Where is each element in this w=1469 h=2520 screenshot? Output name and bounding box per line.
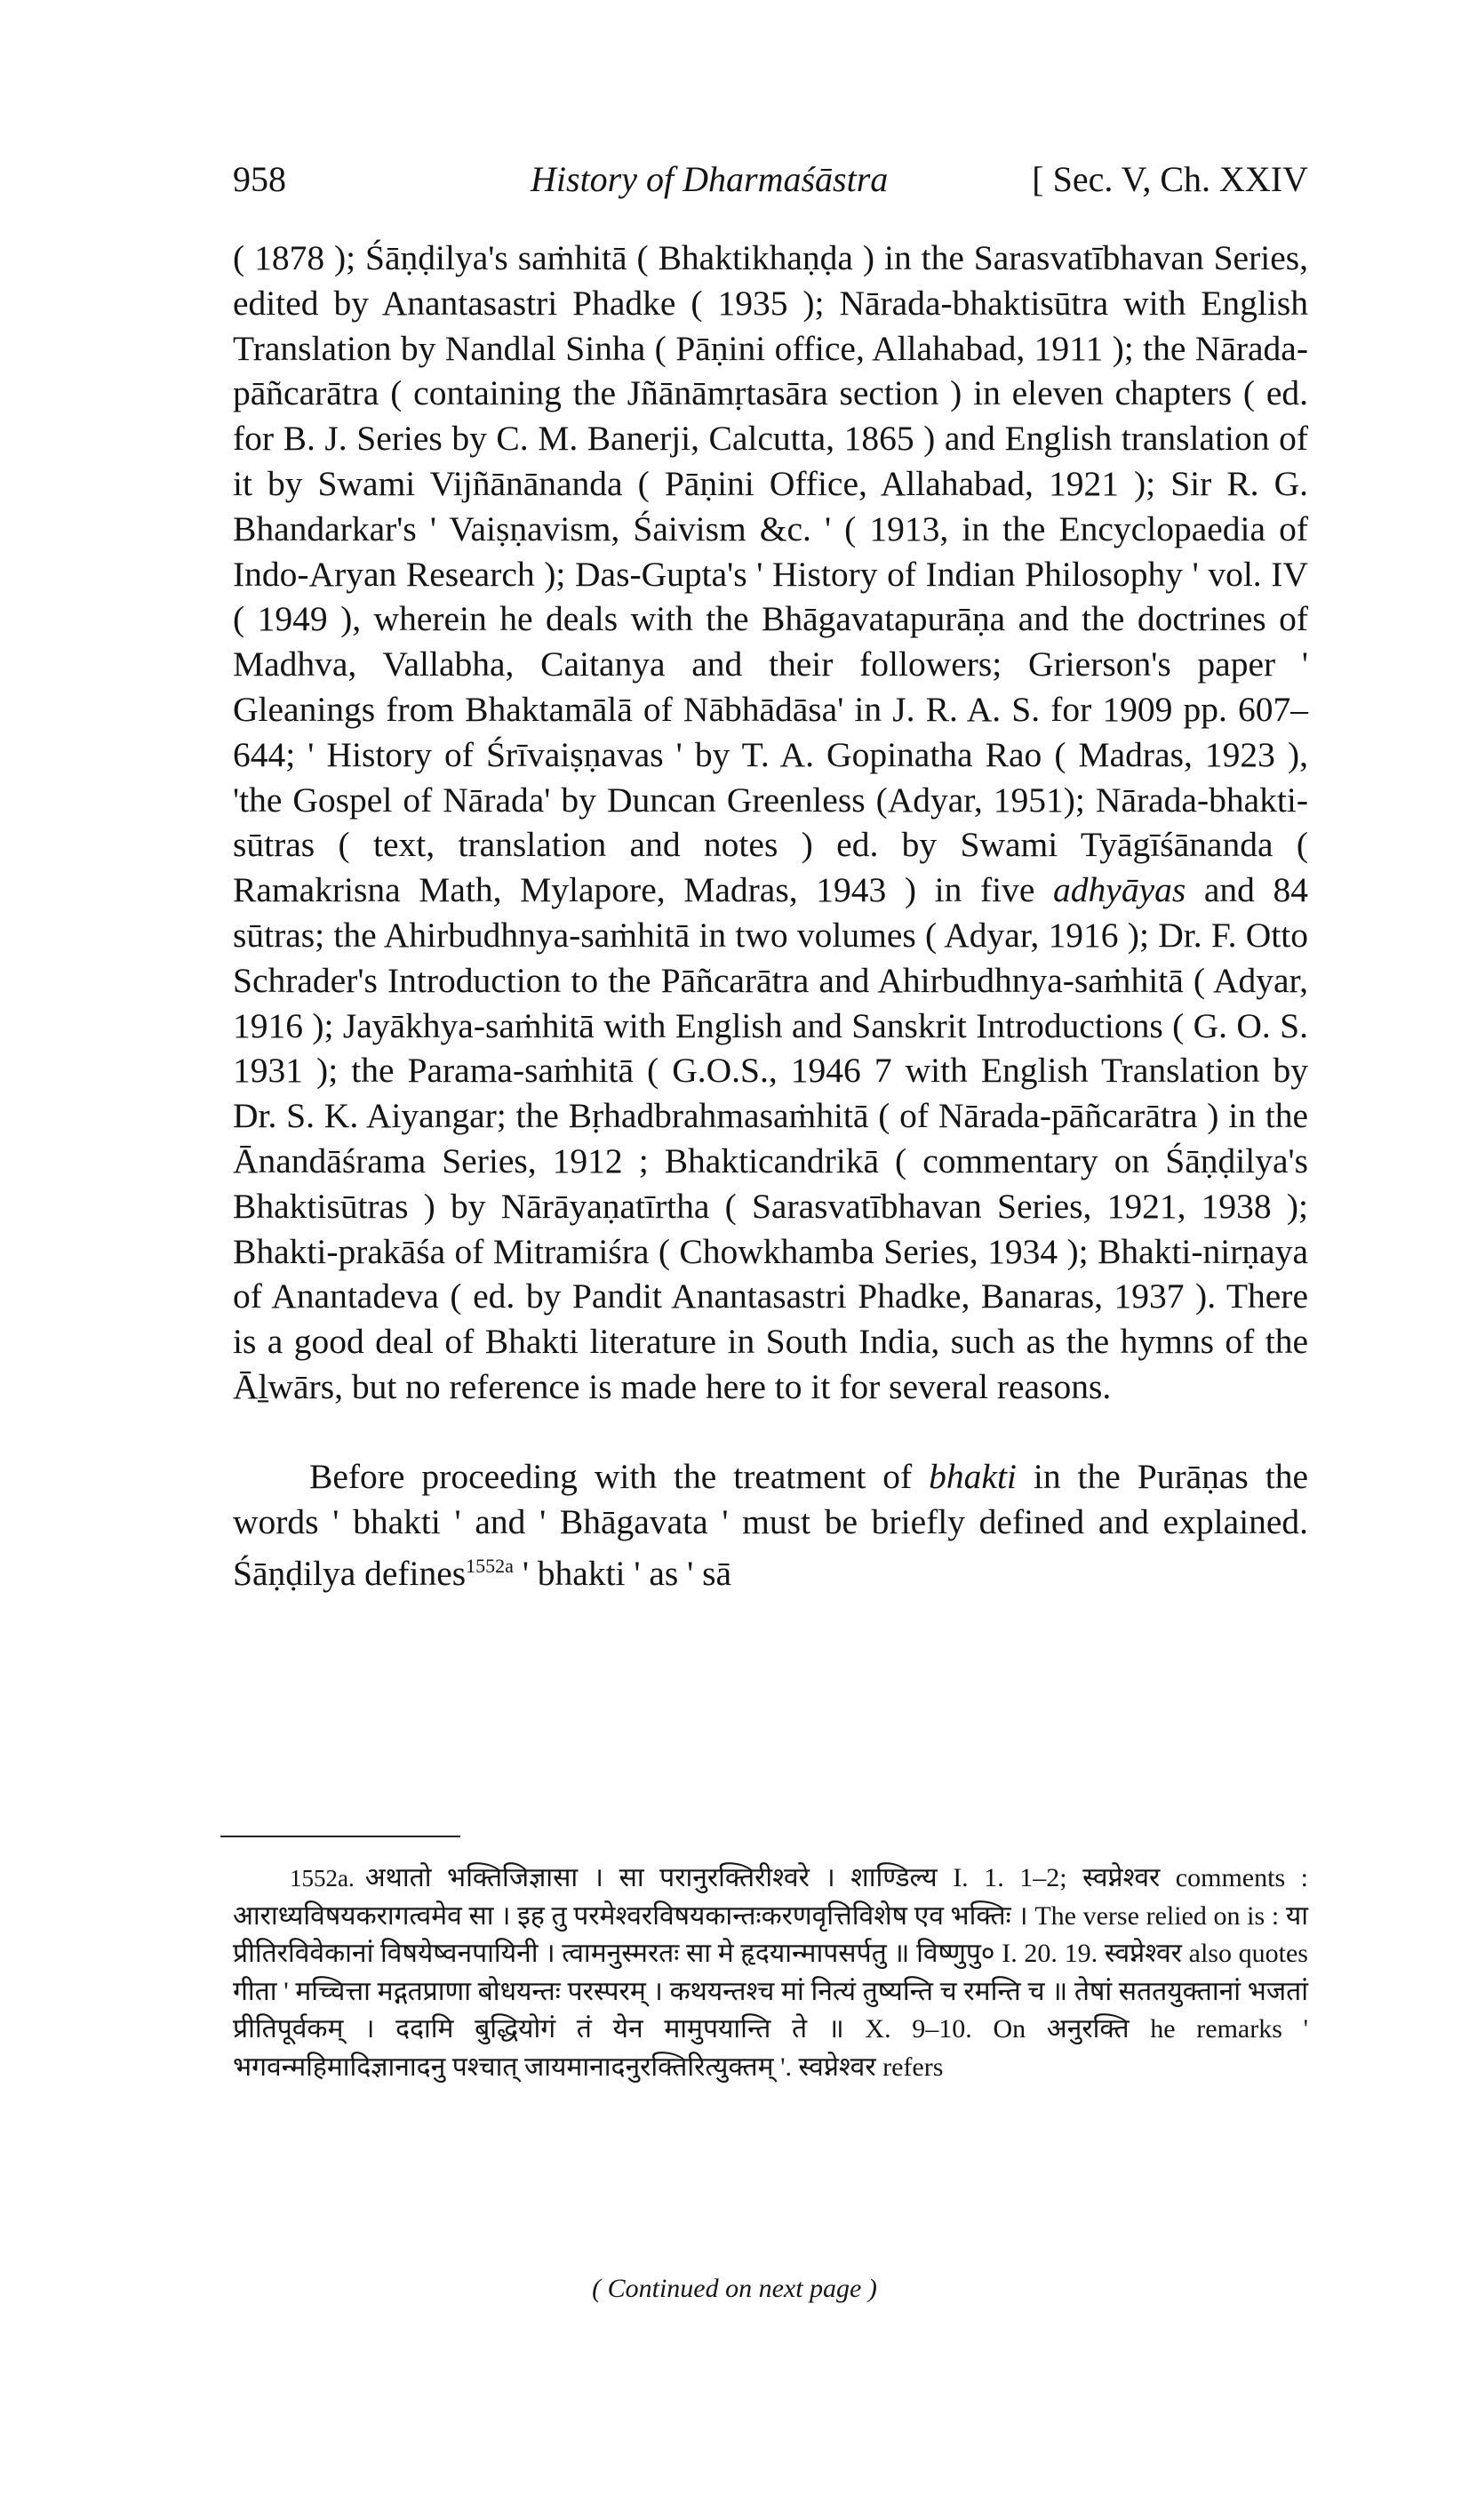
paragraph-text: ( 1878 ); Śāṇḍilya's saṁhitā ( Bhaktikhaṇḍa ) in the Sarasvatībhavan Series, edited by Anantasastri Phadke ( 1935 ); Nārada-bhaktisūtra with English Translation by Nandlal Sinha ( Pāṇini office, Allahabad, 1911 ); the Nārada-pāñcarātra ( containing the Jñānāmṛtasāra section ) in eleven chapters ( ed. for B. J. Series by C. M. Banerji, Calcutta, 1865 ) and English translation of it by Swami Vijñānānanda ( Pāṇini Office, Allahabad, 1921 ); Sir R. G. Bhandarkar's ' Vaiṣṇavism, Śaivism &c. ' ( 1913, in the Encyclopaedia of Indo-Aryan Research ); Das-Gupta's ' History of Indian Philosophy ' vol. IV ( 1949 ), wherein he deals with the Bhāgavatapurāṇa and the doctrines of Madhva, Vallabha, Caitanya and their followers; Grierson's paper ' Gleanings from Bhaktamālā of Nābhādāsa' in J. R. A. S. for 1909 pp. 607–644; ' History of Śrīvaiṣṇavas ' by T. A. Gopinatha Rao ( Madras, 1923 ), 'the Gospel of Nārada' by Duncan Greenless (Adyar, 1951); Nārada-bhakti-sūtras ( text, translation and notes ) ed. by Swami Tyāgīśānanda ( Ramakrisna Math, Mylapore, Madras, 1943 ) in five [233, 238, 1308, 910]
paragraph-bibliography [233, 236, 1308, 1410]
paragraph-bhakti-definition [233, 1454, 1308, 1597]
paragraph-text: Before proceeding with the treatment of [309, 1456, 913, 1496]
italic-term: adhyāyas [1053, 870, 1186, 910]
italic-term: bhakti [929, 1456, 1017, 1496]
footnote-text: अथातो भक्तिजिज्ञासा । सा परानुरक्तिरीश्वरे । शाण्डिल्य I. 1. 1–2; स्वप्नेश्वर comments : आराध्यविषयकरागत्वमेव सा । इह तु परमेश्वरविषयकान्तःकरणवृत्तिविशेष एव भक्तिः । The verse relied on is : या प्रीतिरविवेकानां विषयेष्वनपायिनी । त्वामनुस्मरतः सा मे हृदयान्मापसर्पतु ॥ विष्णुपु० I. 20. 19. स्वप्नेश्वर also quotes गीता ' मच्चित्ता मद्गतप्राणा बोधयन्तः परस्परम् । कथयन्तश्च मां नित्यं तुष्यन्ति च रमन्ति च ॥ तेषां सततयुक्तानां भजतां प्रीतिपूर्वकम् । ददामि बुद्धियोगं तं येन मामुपयान्ति ते ॥ X. 9–10. On अनुरक्ति he remarks ' भगवन्महिमादिज्ञानादनु पश्चात् जायमानादनुरक्तिरित्युक्तम् '. स्वप्नेश्वर refers [233, 1863, 1308, 2082]
page-number: 958 [233, 159, 286, 199]
paragraph-text: ' bhakti ' as ' sā [522, 1554, 732, 1594]
running-section: [ Sec. V, Ch. XXIV [1032, 159, 1308, 199]
footnote-divider [220, 1836, 460, 1837]
running-header [233, 158, 1308, 220]
running-title: History of Dharmaśāstra [531, 159, 889, 199]
body-text [233, 236, 1308, 1596]
footnote-number: 1552a. [290, 1865, 355, 1892]
continued-note: ( Continued on next page ) [592, 2274, 877, 2303]
paragraph-text: in the Purāṇas the words ' bhakti ' and ' Bhāgavata ' must be briefly defined and explained. Śāṇḍilya defines [233, 1456, 1308, 1594]
paragraph-text: and 84 sūtras; the Ahirbudhnya-saṁhitā in two volumes ( Adyar, 1916 ); Dr. F. Otto Schrader's Introduction to the Pāñcarātra and Ahirbudhnya-saṁhitā ( Adyar, 1916 ); Jayākhya-saṁhitā with English and Sanskrit Introductions ( G. O. S. 1931 ); the Parama-saṁhitā ( G.O.S., 1946 7 with English Translation by Dr. S. K. Aiyangar; the Bṛhadbrahmasaṁhitā ( of Nārada-pāñcarātra ) in the Ānandāśrama Series, 1912 ; Bhakticandrikā ( commentary on Śāṇḍilya's Bhaktisūtras ) by Nārāyaṇatīrtha ( Sarasvatībhavan Series, 1921, 1938 ); Bhakti-prakāśa of Mitramiśra ( Chowkhamba Series, 1934 ); Bhakti-nirṇaya of Anantadeva ( ed. by Pandit Anantasastri Phadke, Banaras, 1937 ). There is a good deal of Bhakti literature in South India, such as the hymns of the Āḻwārs, but no reference is made here to it for several reasons. [233, 870, 1309, 1406]
footnote-reference: 1552a [466, 1555, 514, 1578]
footnote [233, 1860, 1308, 2086]
